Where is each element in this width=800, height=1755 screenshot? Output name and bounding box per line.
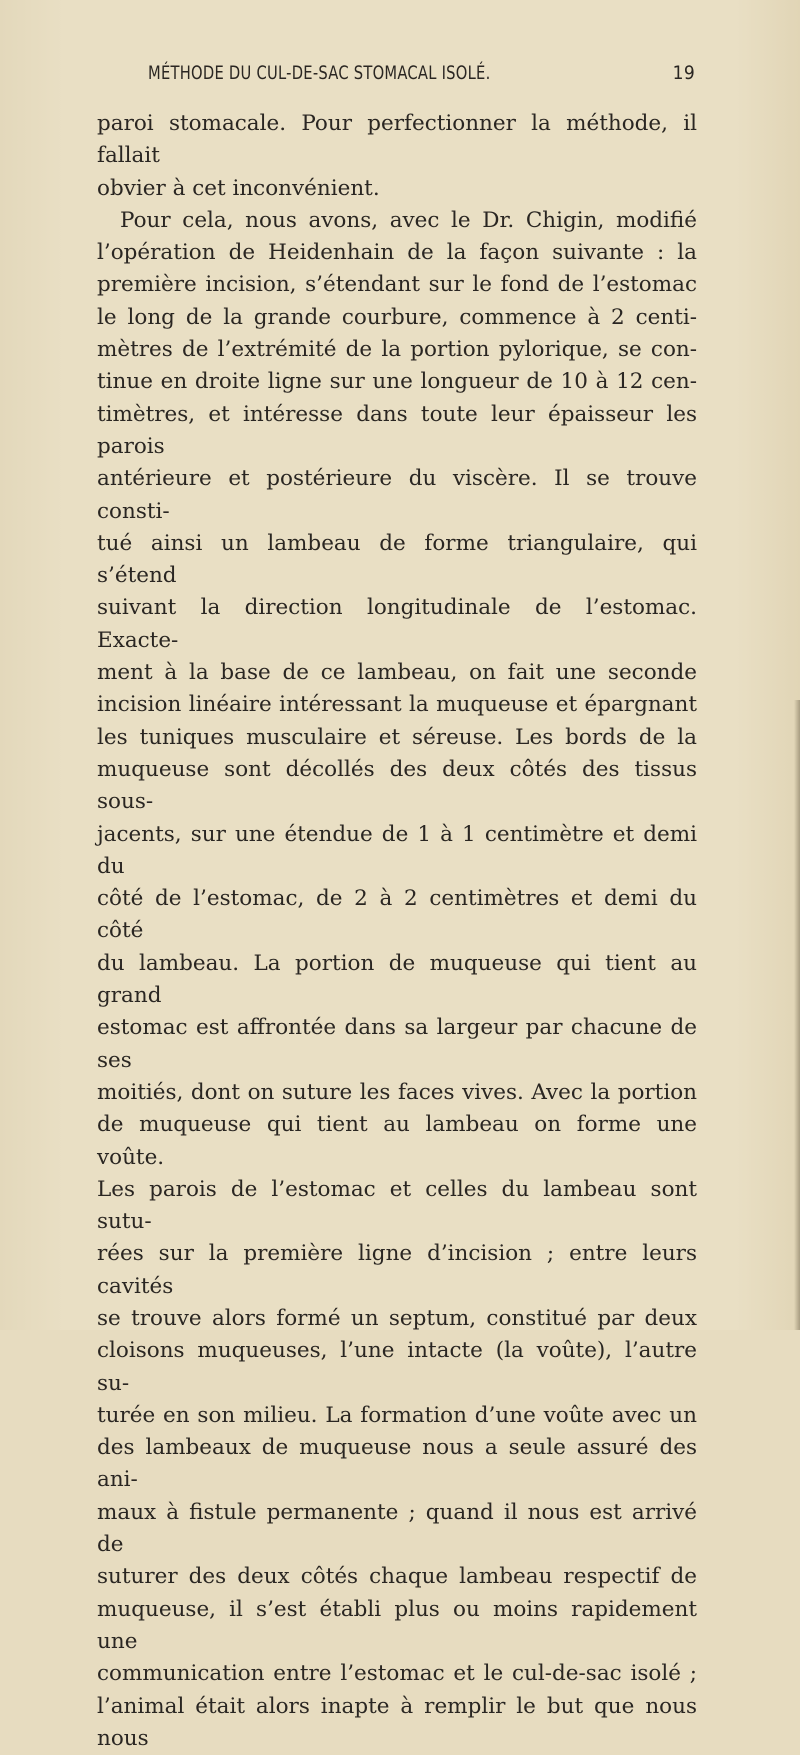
page-edge-shadow <box>794 700 800 1330</box>
text-line: cloisons muqueuses, l’une intacte (la voûte), l’autre su- <box>97 1338 697 1396</box>
text-line: côté de l’estomac, de 2 à 2 centimètres et demi du côté <box>97 886 697 944</box>
text-line: paroi stomacale. Pour perfectionner la méthode, il fallait <box>97 111 697 169</box>
running-head <box>100 62 695 90</box>
text-line: timètres, et intéresse dans toute leur épaisseur les parois <box>97 401 697 459</box>
text-line: turée en son milieu. La formation d’une voûte avec un <box>97 1402 697 1428</box>
text-line: mètres de l’extrémité de la portion pylorique, se con- <box>97 337 697 363</box>
text-line: suivant la direction longitudinale de l’estomac. Exacte- <box>97 595 697 653</box>
text-line: se trouve alors formé un septum, constitué par deux <box>97 1305 697 1331</box>
text-line: antérieure et postérieure du viscère. Il se trouve consti- <box>97 466 697 524</box>
text-line: du lambeau. La portion de muqueuse qui tient au grand <box>97 950 697 1009</box>
text-line: l’animal était alors inapte à remplir le but que nous nous <box>97 1693 697 1751</box>
text-line: Les parois de l’estomac et celles du lambeau sont sutu- <box>97 1176 697 1235</box>
text-line: muqueuse, il s’est établi plus ou moins rapidement une <box>97 1596 697 1654</box>
text-line: de muqueuse qui tient au lambeau on forme une voûte. <box>97 1112 697 1170</box>
text-line: première incision, s’étendant sur le fond de l’estomac <box>97 272 697 298</box>
text-line: suturer des deux côtés chaque lambeau respectif de <box>97 1564 697 1590</box>
text-line: rées sur la première ligne d’incision ; entre leurs cavités <box>97 1241 697 1299</box>
text-line: tué ainsi un lambeau de forme triangulaire, qui s’étend <box>97 530 697 589</box>
text-line: obvier à cet inconvénient. <box>97 175 380 201</box>
text-line: maux à fistule permanente ; quand il nous est arrivé de <box>97 1499 697 1558</box>
text-line: estomac est affrontée dans sa largeur par chacune de ses <box>97 1015 697 1073</box>
text-line: l’opération de Heidenhain de la façon suivante : la <box>97 240 697 266</box>
text-line: Pour cela, nous avons, avec le Dr. Chigin, modifié <box>120 207 697 233</box>
running-title: MÉTHODE DU CUL-DE-SAC STOMACAL ISOLÉ. <box>148 62 491 84</box>
text-line: tinue en droite ligne sur une longueur de 10 à 12 cen- <box>97 369 697 395</box>
text-line: jacents, sur une étendue de 1 à 1 centimètre et demi du <box>97 821 697 879</box>
page-number: 19 <box>672 62 695 84</box>
text-line: ment à la base de ce lambeau, on fait une seconde <box>97 660 697 686</box>
body-text <box>97 108 697 1755</box>
text-line: des lambeaux de muqueuse nous a seule assuré des ani- <box>97 1435 697 1493</box>
text-line: le long de la grande courbure, commence à 2 centi- <box>97 304 697 330</box>
text-line: incision linéaire intéressant la muqueuse et épargnant <box>97 692 697 718</box>
text-line: muqueuse sont décollés des deux côtés des tissus sous- <box>97 756 697 815</box>
text-line: moitiés, dont on suture les faces vives. Avec la portion <box>97 1079 697 1105</box>
text-line: les tuniques musculaire et séreuse. Les bords de la <box>97 724 697 750</box>
text-line: communication entre l’estomac et le cul-de-sac isolé ; <box>97 1661 697 1687</box>
